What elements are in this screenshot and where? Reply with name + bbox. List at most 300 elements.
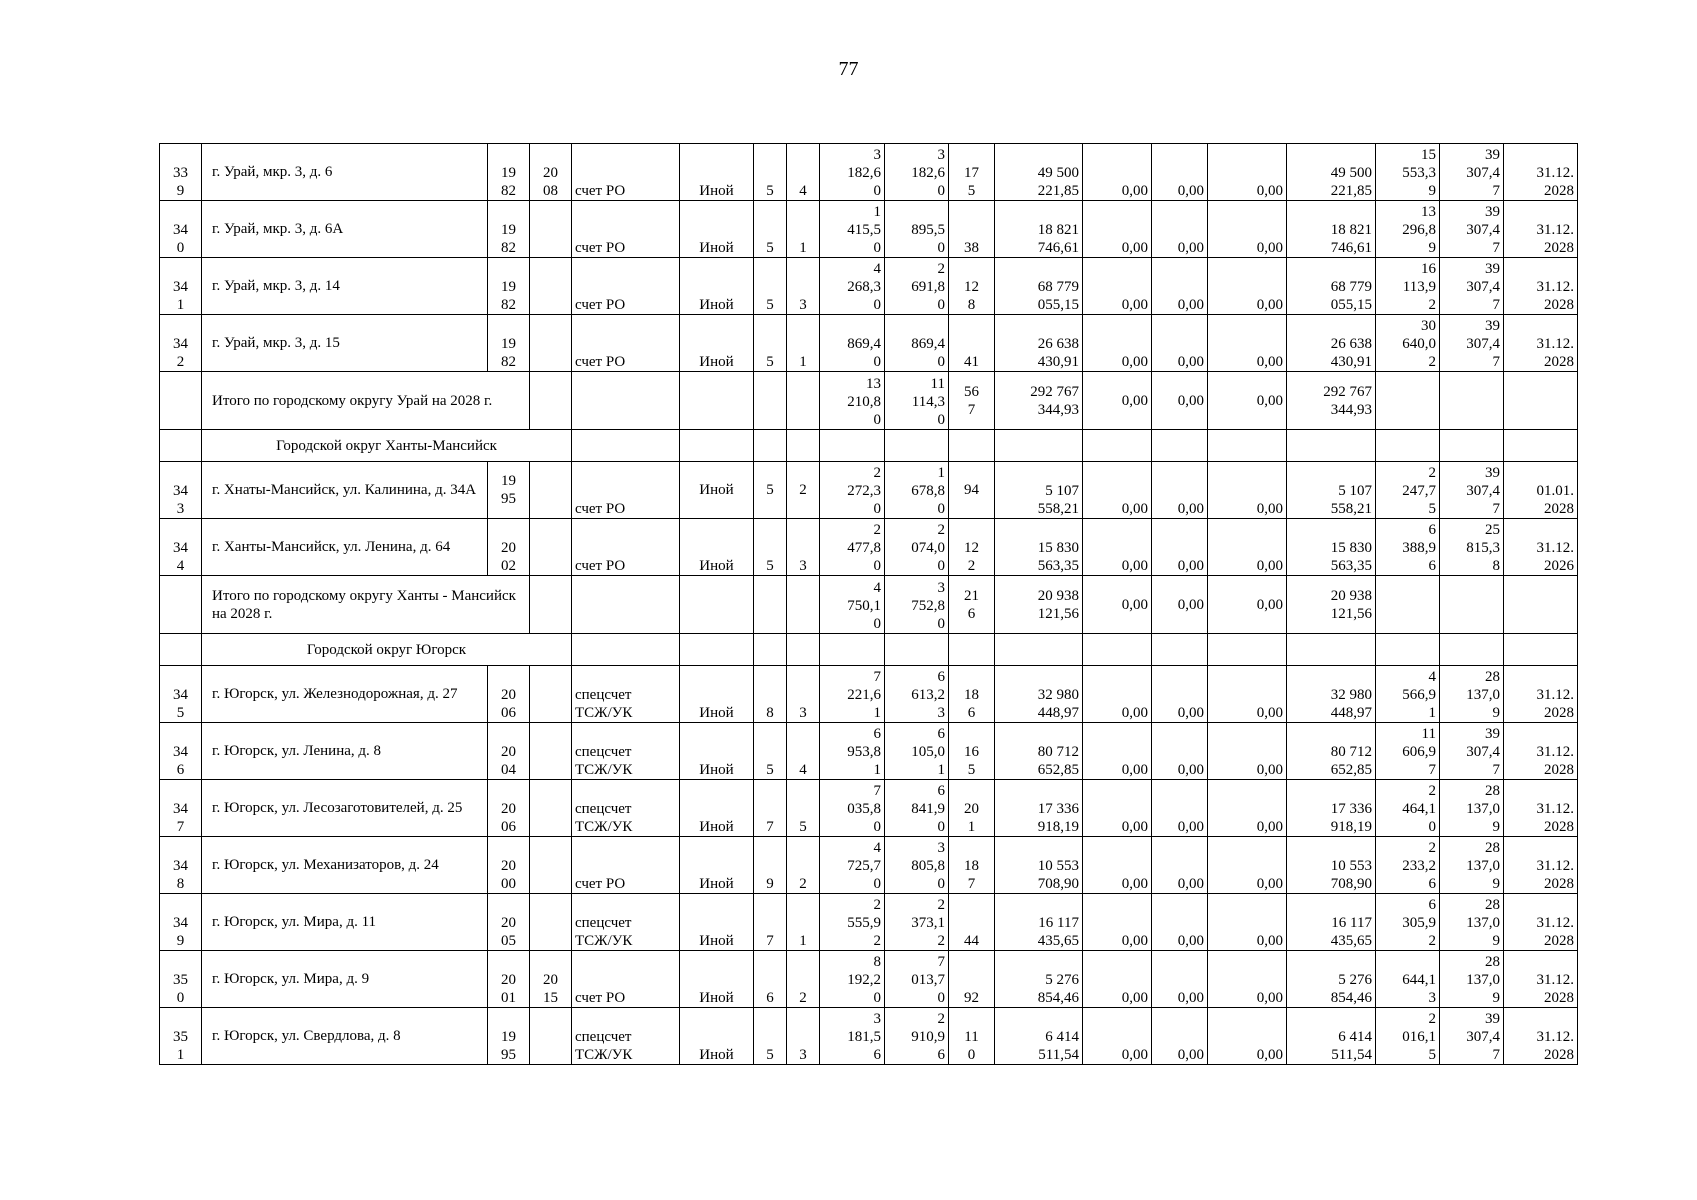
wall-material-cell: Иной	[680, 201, 754, 258]
fund-owners-cell: 6 414 511,54	[1287, 1008, 1376, 1065]
total-area-cell: 3 182,6 0	[820, 144, 885, 201]
section-empty-cell	[1440, 430, 1504, 462]
year-last-repair-cell: 20 08	[530, 144, 572, 201]
row-number-cell: 34 0	[160, 201, 202, 258]
section-empty-cell	[1152, 634, 1208, 666]
wall-material-cell: Иной	[680, 144, 754, 201]
deadline-cell: 31.12. 2028	[1504, 837, 1578, 894]
fund-local-cell: 0,00	[1208, 837, 1287, 894]
limit-cost-cell: 28 137,0 9	[1440, 780, 1504, 837]
fund-regional-cell: 0,00	[1152, 315, 1208, 372]
fund-owners-cell: 80 712 652,85	[1287, 723, 1376, 780]
deadline-cell	[1504, 576, 1578, 634]
living-area-cell: 2 074,0 0	[885, 519, 949, 576]
total-label: Итого по городскому округу Ханты - Мансийск на 2028 г.	[202, 576, 530, 634]
cost-total-cell: 49 500 221,85	[995, 144, 1083, 201]
section-empty-cell	[754, 634, 787, 666]
section-empty-cell	[787, 430, 820, 462]
floors-cell	[754, 576, 787, 634]
living-area-cell: 7 013,7 0	[885, 951, 949, 1008]
table-row	[160, 258, 1578, 315]
unit-cost-cell: 4 566,9 1	[1376, 666, 1440, 723]
section-empty-cell	[1208, 430, 1287, 462]
total-area-cell: 7 221,6 1	[820, 666, 885, 723]
fund-federal-cell: 0,00	[1083, 894, 1152, 951]
fund-owners-cell: 15 830 563,35	[1287, 519, 1376, 576]
fund-regional-cell: 0,00	[1152, 837, 1208, 894]
residents-cell: 44	[949, 894, 995, 951]
unit-cost-cell: 30 640,0 2	[1376, 315, 1440, 372]
year-last-repair-cell	[530, 723, 572, 780]
fund-method-cell	[572, 576, 680, 634]
year-repair-cell	[530, 372, 572, 430]
deadline-cell: 31.12. 2028	[1504, 144, 1578, 201]
cost-total-cell: 6 414 511,54	[995, 1008, 1083, 1065]
section-title: Городской округ Югорск	[202, 634, 572, 666]
wall-material-cell: Иной	[680, 519, 754, 576]
cost-total-cell: 15 830 563,35	[995, 519, 1083, 576]
limit-cost-cell: 25 815,3 8	[1440, 519, 1504, 576]
fund-regional-cell: 0,00	[1152, 780, 1208, 837]
address-cell: г. Хнаты-Мансийск, ул. Калинина, д. 34А	[202, 462, 488, 519]
address-cell: г. Урай, мкр. 3, д. 6А	[202, 201, 488, 258]
fund-federal-cell: 0,00	[1083, 462, 1152, 519]
page-number: 77	[838, 58, 859, 80]
cost-total-cell: 68 779 055,15	[995, 258, 1083, 315]
address-cell: г. Югорск, ул. Ленина, д. 8	[202, 723, 488, 780]
living-area-cell: 2 373,1 2	[885, 894, 949, 951]
fund-local-cell: 0,00	[1208, 372, 1287, 430]
fund-federal-cell: 0,00	[1083, 519, 1152, 576]
residents-cell: 12 2	[949, 519, 995, 576]
section-number-cell	[160, 634, 202, 666]
address-cell: г. Урай, мкр. 3, д. 14	[202, 258, 488, 315]
fund-method-cell: спецсчет ТСЖ/УК	[572, 780, 680, 837]
fund-method-cell: счет РО	[572, 462, 680, 519]
section-empty-cell	[1083, 430, 1152, 462]
fund-regional-cell: 0,00	[1152, 723, 1208, 780]
year-built-cell: 20 00	[488, 837, 530, 894]
wall-material-cell: Иной	[680, 894, 754, 951]
year-last-repair-cell: 20 15	[530, 951, 572, 1008]
fund-local-cell: 0,00	[1208, 519, 1287, 576]
year-last-repair-cell	[530, 258, 572, 315]
total-area-cell: 2 477,8 0	[820, 519, 885, 576]
fund-federal-cell: 0,00	[1083, 201, 1152, 258]
fund-method-cell: счет РО	[572, 144, 680, 201]
section-empty-cell	[754, 430, 787, 462]
deadline-cell: 31.12. 2028	[1504, 723, 1578, 780]
total-label: Итого по городскому округу Урай на 2028 г.	[202, 372, 530, 430]
residents-cell: 17 5	[949, 144, 995, 201]
residents-cell: 12 8	[949, 258, 995, 315]
cost-total-cell: 292 767 344,93	[995, 372, 1083, 430]
year-built-cell: 19 82	[488, 315, 530, 372]
fund-federal-cell: 0,00	[1083, 666, 1152, 723]
limit-cost-cell: 39 307,4 7	[1440, 258, 1504, 315]
deadline-cell	[1504, 372, 1578, 430]
fund-regional-cell: 0,00	[1152, 951, 1208, 1008]
unit-cost-cell: 2 464,1 0	[1376, 780, 1440, 837]
table-body	[160, 144, 1578, 1065]
year-built-cell: 19 82	[488, 144, 530, 201]
fund-regional-cell: 0,00	[1152, 519, 1208, 576]
unit-cost-cell: 2 247,7 5	[1376, 462, 1440, 519]
total-row	[160, 372, 1578, 430]
year-built-cell: 19 95	[488, 462, 530, 519]
fund-method-cell: спецсчет ТСЖ/УК	[572, 723, 680, 780]
residents-cell: 92	[949, 951, 995, 1008]
fund-local-cell: 0,00	[1208, 144, 1287, 201]
deadline-cell: 31.12. 2028	[1504, 258, 1578, 315]
table-row	[160, 951, 1578, 1008]
entrances-cell: 3	[787, 1008, 820, 1065]
wall-material-cell: Иной	[680, 258, 754, 315]
section-empty-cell	[1440, 634, 1504, 666]
entrances-cell: 1	[787, 894, 820, 951]
deadline-cell: 31.12. 2026	[1504, 519, 1578, 576]
entrances-cell: 2	[787, 951, 820, 1008]
deadline-cell: 31.12. 2028	[1504, 315, 1578, 372]
residents-cell: 16 5	[949, 723, 995, 780]
floors-cell: 5	[754, 315, 787, 372]
fund-federal-cell: 0,00	[1083, 837, 1152, 894]
year-built-cell: 20 06	[488, 780, 530, 837]
total-area-cell: 4 725,7 0	[820, 837, 885, 894]
year-last-repair-cell	[530, 519, 572, 576]
wall-material-cell: Иной	[680, 723, 754, 780]
fund-owners-cell: 32 980 448,97	[1287, 666, 1376, 723]
wall-material-cell: Иной	[680, 315, 754, 372]
address-cell: г. Югорск, ул. Свердлова, д. 8	[202, 1008, 488, 1065]
fund-owners-cell: 26 638 430,91	[1287, 315, 1376, 372]
floors-cell: 6	[754, 951, 787, 1008]
fund-federal-cell: 0,00	[1083, 1008, 1152, 1065]
unit-cost-cell: 644,1 3	[1376, 951, 1440, 1008]
living-area-cell: 2 910,9 6	[885, 1008, 949, 1065]
living-area-cell: 3 805,8 0	[885, 837, 949, 894]
fund-regional-cell: 0,00	[1152, 576, 1208, 634]
fund-owners-cell: 68 779 055,15	[1287, 258, 1376, 315]
deadline-cell: 01.01. 2028	[1504, 462, 1578, 519]
cost-total-cell: 5 107 558,21	[995, 462, 1083, 519]
wall-material-cell: Иной	[680, 780, 754, 837]
table-row	[160, 780, 1578, 837]
fund-owners-cell: 292 767 344,93	[1287, 372, 1376, 430]
table-row	[160, 723, 1578, 780]
entrances-cell	[787, 372, 820, 430]
deadline-cell: 31.12. 2028	[1504, 780, 1578, 837]
cost-total-cell: 5 276 854,46	[995, 951, 1083, 1008]
residents-cell: 56 7	[949, 372, 995, 430]
floors-cell: 8	[754, 666, 787, 723]
deadline-cell: 31.12. 2028	[1504, 1008, 1578, 1065]
residents-cell: 94	[949, 462, 995, 519]
section-empty-cell	[820, 634, 885, 666]
table-row	[160, 837, 1578, 894]
year-built-cell: 20 04	[488, 723, 530, 780]
entrances-cell: 1	[787, 201, 820, 258]
entrances-cell: 2	[787, 462, 820, 519]
fund-regional-cell: 0,00	[1152, 258, 1208, 315]
living-area-cell: 3 752,8 0	[885, 576, 949, 634]
unit-cost-cell: 6 305,9 2	[1376, 894, 1440, 951]
fund-federal-cell: 0,00	[1083, 372, 1152, 430]
address-cell: г. Югорск, ул. Лесозаготовителей, д. 25	[202, 780, 488, 837]
unit-cost-cell: 16 113,9 2	[1376, 258, 1440, 315]
year-built-cell: 19 95	[488, 1008, 530, 1065]
residents-cell: 20 1	[949, 780, 995, 837]
unit-cost-cell	[1376, 576, 1440, 634]
fund-regional-cell: 0,00	[1152, 201, 1208, 258]
total-area-cell: 2 272,3 0	[820, 462, 885, 519]
living-area-cell: 11 114,3 0	[885, 372, 949, 430]
fund-federal-cell: 0,00	[1083, 780, 1152, 837]
row-number-cell: 34 4	[160, 519, 202, 576]
section-empty-cell	[995, 430, 1083, 462]
total-number-cell	[160, 576, 202, 634]
floors-cell: 7	[754, 780, 787, 837]
fund-federal-cell: 0,00	[1083, 576, 1152, 634]
fund-method-cell: счет РО	[572, 258, 680, 315]
row-number-cell: 34 1	[160, 258, 202, 315]
floors-cell: 5	[754, 519, 787, 576]
floors-cell: 9	[754, 837, 787, 894]
section-empty-cell	[949, 634, 995, 666]
repair-program-table	[159, 143, 1578, 1065]
total-area-cell: 4 268,3 0	[820, 258, 885, 315]
total-area-cell: 8 192,2 0	[820, 951, 885, 1008]
limit-cost-cell: 39 307,4 7	[1440, 201, 1504, 258]
table-row	[160, 462, 1578, 519]
section-row	[160, 430, 1578, 462]
deadline-cell: 31.12. 2028	[1504, 666, 1578, 723]
year-last-repair-cell	[530, 780, 572, 837]
entrances-cell: 2	[787, 837, 820, 894]
section-empty-cell	[1504, 634, 1578, 666]
total-area-cell: 13 210,8 0	[820, 372, 885, 430]
section-empty-cell	[820, 430, 885, 462]
total-area-cell: 4 750,1 0	[820, 576, 885, 634]
entrances-cell: 3	[787, 258, 820, 315]
floors-cell: 5	[754, 201, 787, 258]
entrances-cell: 4	[787, 723, 820, 780]
fund-local-cell: 0,00	[1208, 576, 1287, 634]
cost-total-cell: 26 638 430,91	[995, 315, 1083, 372]
total-area-cell: 1 415,5 0	[820, 201, 885, 258]
section-number-cell	[160, 430, 202, 462]
year-last-repair-cell	[530, 837, 572, 894]
wall-material-cell: Иной	[680, 837, 754, 894]
table-row	[160, 201, 1578, 258]
limit-cost-cell: 39 307,4 7	[1440, 144, 1504, 201]
fund-owners-cell: 18 821 746,61	[1287, 201, 1376, 258]
fund-regional-cell: 0,00	[1152, 1008, 1208, 1065]
table-row	[160, 519, 1578, 576]
year-last-repair-cell	[530, 315, 572, 372]
section-empty-cell	[1504, 430, 1578, 462]
address-cell: г. Югорск, ул. Мира, д. 9	[202, 951, 488, 1008]
cost-total-cell: 18 821 746,61	[995, 201, 1083, 258]
fund-local-cell: 0,00	[1208, 258, 1287, 315]
year-last-repair-cell	[530, 894, 572, 951]
fund-owners-cell: 49 500 221,85	[1287, 144, 1376, 201]
fund-federal-cell: 0,00	[1083, 951, 1152, 1008]
fund-owners-cell: 16 117 435,65	[1287, 894, 1376, 951]
unit-cost-cell: 11 606,9 7	[1376, 723, 1440, 780]
fund-federal-cell: 0,00	[1083, 144, 1152, 201]
unit-cost-cell: 2 233,2 6	[1376, 837, 1440, 894]
unit-cost-cell: 2 016,1 5	[1376, 1008, 1440, 1065]
cost-total-cell: 32 980 448,97	[995, 666, 1083, 723]
fund-local-cell: 0,00	[1208, 780, 1287, 837]
wall-material-cell: Иной	[680, 666, 754, 723]
entrances-cell: 3	[787, 519, 820, 576]
row-number-cell: 34 8	[160, 837, 202, 894]
year-repair-cell	[530, 576, 572, 634]
row-number-cell: 34 7	[160, 780, 202, 837]
limit-cost-cell: 39 307,4 7	[1440, 462, 1504, 519]
address-cell: г. Ханты-Мансийск, ул. Ленина, д. 64	[202, 519, 488, 576]
row-number-cell: 34 5	[160, 666, 202, 723]
living-area-cell: 6 105,0 1	[885, 723, 949, 780]
fund-owners-cell: 17 336 918,19	[1287, 780, 1376, 837]
section-empty-cell	[680, 430, 754, 462]
floors-cell: 5	[754, 462, 787, 519]
row-number-cell: 33 9	[160, 144, 202, 201]
entrances-cell	[787, 576, 820, 634]
fund-owners-cell: 5 276 854,46	[1287, 951, 1376, 1008]
limit-cost-cell	[1440, 372, 1504, 430]
cost-total-cell: 17 336 918,19	[995, 780, 1083, 837]
limit-cost-cell: 28 137,0 9	[1440, 666, 1504, 723]
limit-cost-cell: 28 137,0 9	[1440, 837, 1504, 894]
fund-local-cell: 0,00	[1208, 894, 1287, 951]
year-built-cell: 20 05	[488, 894, 530, 951]
year-last-repair-cell	[530, 666, 572, 723]
section-row	[160, 634, 1578, 666]
section-empty-cell	[885, 634, 949, 666]
year-built-cell: 20 06	[488, 666, 530, 723]
row-number-cell: 34 9	[160, 894, 202, 951]
section-empty-cell	[1376, 430, 1440, 462]
fund-owners-cell: 10 553 708,90	[1287, 837, 1376, 894]
wall-material-cell: Иной	[680, 462, 754, 519]
residents-cell: 11 0	[949, 1008, 995, 1065]
living-area-cell: 2 691,8 0	[885, 258, 949, 315]
section-empty-cell	[787, 634, 820, 666]
section-empty-cell	[1208, 634, 1287, 666]
address-cell: г. Урай, мкр. 3, д. 6	[202, 144, 488, 201]
table-row	[160, 144, 1578, 201]
address-cell: г. Югорск, ул. Мира, д. 11	[202, 894, 488, 951]
section-empty-cell	[1376, 634, 1440, 666]
fund-federal-cell: 0,00	[1083, 258, 1152, 315]
entrances-cell: 3	[787, 666, 820, 723]
total-area-cell: 2 555,9 2	[820, 894, 885, 951]
section-empty-cell	[1287, 634, 1376, 666]
year-last-repair-cell	[530, 462, 572, 519]
material-cell	[680, 372, 754, 430]
limit-cost-cell: 28 137,0 9	[1440, 951, 1504, 1008]
fund-local-cell: 0,00	[1208, 462, 1287, 519]
section-empty-cell	[885, 430, 949, 462]
fund-local-cell: 0,00	[1208, 201, 1287, 258]
residents-cell: 18 7	[949, 837, 995, 894]
fund-method-cell: спецсчет ТСЖ/УК	[572, 1008, 680, 1065]
limit-cost-cell: 39 307,4 7	[1440, 315, 1504, 372]
total-area-cell: 7 035,8 0	[820, 780, 885, 837]
fund-regional-cell: 0,00	[1152, 462, 1208, 519]
fund-federal-cell: 0,00	[1083, 723, 1152, 780]
living-area-cell: 1 678,8 0	[885, 462, 949, 519]
address-cell: г. Урай, мкр. 3, д. 15	[202, 315, 488, 372]
fund-regional-cell: 0,00	[1152, 144, 1208, 201]
living-area-cell: 3 182,6 0	[885, 144, 949, 201]
entrances-cell: 5	[787, 780, 820, 837]
cost-total-cell: 20 938 121,56	[995, 576, 1083, 634]
living-area-cell: 6 613,2 3	[885, 666, 949, 723]
table-row	[160, 315, 1578, 372]
limit-cost-cell: 28 137,0 9	[1440, 894, 1504, 951]
year-last-repair-cell	[530, 201, 572, 258]
floors-cell: 5	[754, 144, 787, 201]
section-title: Городской округ Ханты-Мансийск	[202, 430, 572, 462]
floors-cell: 5	[754, 1008, 787, 1065]
fund-local-cell: 0,00	[1208, 1008, 1287, 1065]
fund-method-cell: спецсчет ТСЖ/УК	[572, 894, 680, 951]
cost-total-cell: 16 117 435,65	[995, 894, 1083, 951]
fund-method-cell	[572, 372, 680, 430]
fund-local-cell: 0,00	[1208, 315, 1287, 372]
section-empty-cell	[680, 634, 754, 666]
fund-method-cell: счет РО	[572, 201, 680, 258]
unit-cost-cell: 13 296,8 9	[1376, 201, 1440, 258]
row-number-cell: 34 3	[160, 462, 202, 519]
section-empty-cell	[1287, 430, 1376, 462]
floors-cell: 5	[754, 723, 787, 780]
total-area-cell: 6 953,8 1	[820, 723, 885, 780]
section-empty-cell	[1152, 430, 1208, 462]
section-empty-cell	[995, 634, 1083, 666]
fund-local-cell: 0,00	[1208, 951, 1287, 1008]
residents-cell: 41	[949, 315, 995, 372]
residents-cell: 18 6	[949, 666, 995, 723]
section-empty-cell	[572, 634, 680, 666]
total-row	[160, 576, 1578, 634]
address-cell: г. Югорск, ул. Железнодорожная, д. 27	[202, 666, 488, 723]
wall-material-cell: Иной	[680, 951, 754, 1008]
total-area-cell: 3 181,5 6	[820, 1008, 885, 1065]
fund-local-cell: 0,00	[1208, 666, 1287, 723]
living-area-cell: 869,4 0	[885, 315, 949, 372]
section-empty-cell	[1083, 634, 1152, 666]
row-number-cell: 34 6	[160, 723, 202, 780]
cost-total-cell: 10 553 708,90	[995, 837, 1083, 894]
entrances-cell: 4	[787, 144, 820, 201]
deadline-cell: 31.12. 2028	[1504, 201, 1578, 258]
residents-cell: 38	[949, 201, 995, 258]
unit-cost-cell	[1376, 372, 1440, 430]
address-cell: г. Югорск, ул. Механизаторов, д. 24	[202, 837, 488, 894]
deadline-cell: 31.12. 2028	[1504, 951, 1578, 1008]
fund-method-cell: счет РО	[572, 951, 680, 1008]
fund-regional-cell: 0,00	[1152, 894, 1208, 951]
section-empty-cell	[572, 430, 680, 462]
material-cell	[680, 576, 754, 634]
living-area-cell: 895,5 0	[885, 201, 949, 258]
fund-local-cell: 0,00	[1208, 723, 1287, 780]
